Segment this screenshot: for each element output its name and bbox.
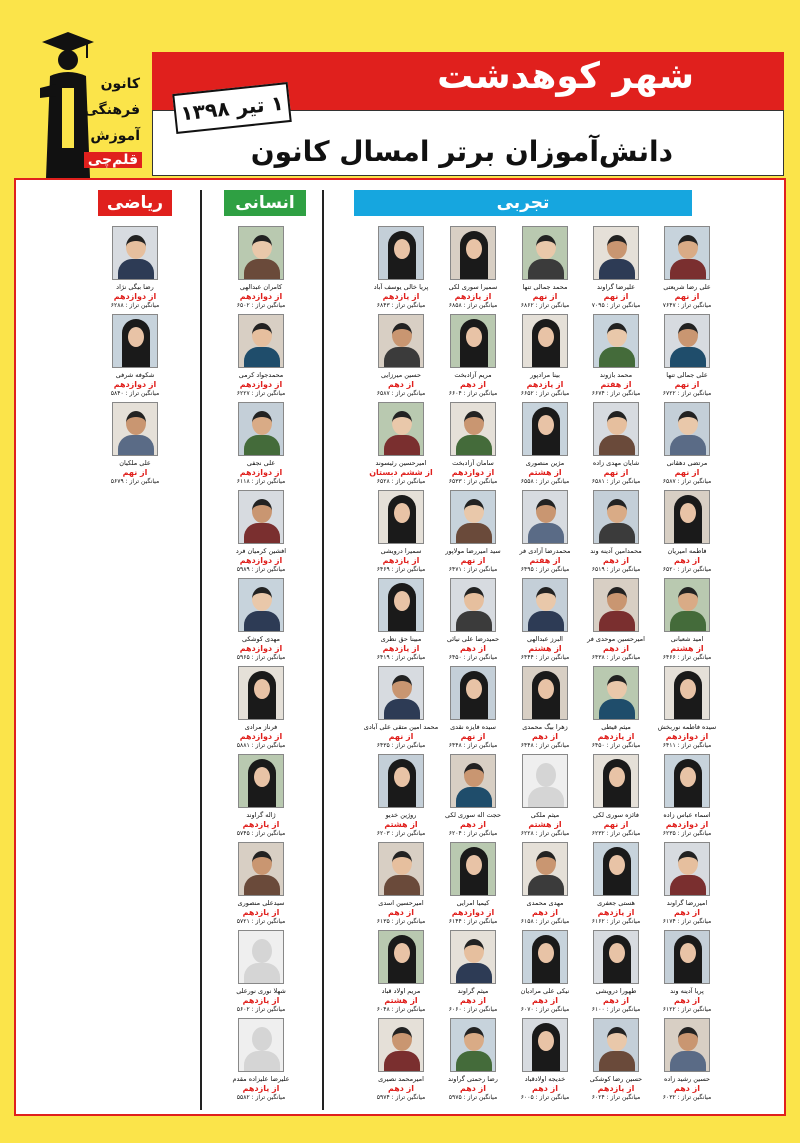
student-score: میانگین تراز : ۶۴۵۰ <box>448 654 498 661</box>
student-card <box>356 226 446 312</box>
logo-word-2: فرهنگی <box>84 102 140 118</box>
student-grade: از نهم <box>122 468 148 477</box>
student-grade: از دهم <box>673 908 701 917</box>
student-grade: از هفتم <box>529 556 561 565</box>
student-score: میانگین تراز : ۵۵۸۲ <box>236 1094 286 1101</box>
student-name: مرتضی دهقانی <box>666 459 708 467</box>
avatar-placeholder-icon <box>238 1018 284 1072</box>
student-name: پریا خالی یوسف آباد <box>373 283 429 291</box>
student-card <box>216 666 306 752</box>
student-name: سیده فایزه نقدی <box>450 723 496 731</box>
student-name: حسین میرزایی <box>381 371 421 379</box>
student-grade: از دوازدهم <box>239 556 283 565</box>
student-name: میثم گراوند <box>457 987 489 995</box>
student-grade: از یازدهم <box>454 292 492 301</box>
student-score: میانگین تراز : ۶۱۲۲ <box>662 1006 712 1013</box>
student-score: میانگین تراز : ۶۴۳۵ <box>376 742 426 749</box>
student-score: میانگین تراز : ۶۸۶۲ <box>520 302 570 309</box>
student-photo <box>238 754 284 808</box>
student-name: هستی جعفری <box>597 899 635 907</box>
section-divider-2 <box>322 190 324 1110</box>
student-name: مبینا حق نظری <box>380 635 422 643</box>
student-grade: از هشتم <box>528 820 562 829</box>
student-score: میانگین تراز : ۶۵۲۸ <box>376 478 426 485</box>
student-name: مژین منصوری <box>525 459 565 467</box>
student-photo <box>378 842 424 896</box>
student-score: میانگین تراز : ۶۲۲۸ <box>520 830 570 837</box>
student-card <box>356 490 446 576</box>
student-grade: از دهم <box>673 556 701 565</box>
student-photo <box>593 842 639 896</box>
student-score: میانگین تراز : ۶۸۵۸ <box>448 302 498 309</box>
student-name: افشین کرمیان فرد <box>235 547 287 555</box>
student-grade: از دوازدهم <box>239 468 283 477</box>
student-name: حمیدرضا علی نیائی <box>446 635 500 643</box>
student-grade: از دوازدهم <box>239 292 283 301</box>
student-card <box>356 666 446 752</box>
student-score: میانگین تراز : ۵۹۷۴ <box>376 1094 426 1101</box>
student-card <box>216 314 306 400</box>
student-score: میانگین تراز : ۶۴۹۵ <box>520 566 570 573</box>
student-grade: از دوازدهم <box>239 644 283 653</box>
student-card <box>356 842 446 928</box>
student-photo <box>378 666 424 720</box>
student-grade: از یازدهم <box>597 908 635 917</box>
student-grade: از نهم <box>674 468 700 477</box>
student-card <box>216 226 306 312</box>
student-grade: از دهم <box>387 908 415 917</box>
section-tag-tajrobi: تجربی <box>354 190 692 216</box>
student-score: میانگین تراز : ۶۱۶۲ <box>591 918 641 925</box>
student-score: میانگین تراز : ۶۱۰۰ <box>591 1006 641 1013</box>
section-tag-ensani: انسانی <box>224 190 306 216</box>
student-photo <box>450 930 496 984</box>
student-photo <box>378 930 424 984</box>
student-name: سیده فاطمه نوربخش <box>657 723 717 731</box>
student-grade: از یازدهم <box>242 820 280 829</box>
student-photo <box>450 490 496 544</box>
student-name: سمیرا درویشی <box>380 547 422 555</box>
student-photo <box>593 490 639 544</box>
student-name: مریم اولاد قباد <box>381 987 421 995</box>
student-grade: از یازدهم <box>242 996 280 1005</box>
student-photo <box>593 578 639 632</box>
student-name: فائزه سوری لکی <box>592 811 640 819</box>
student-name: طهورا درویشی <box>595 987 637 995</box>
student-grade: از دوازدهم <box>113 380 157 389</box>
student-score: میانگین تراز : ۵۹۷۵ <box>448 1094 498 1101</box>
student-photo <box>664 402 710 456</box>
student-grade: از هشتم <box>670 644 704 653</box>
section-tag-riazi: ریاضی <box>98 190 172 216</box>
student-grade: از نهم <box>388 732 414 741</box>
student-score: میانگین تراز : ۵۸۸۱ <box>236 742 286 749</box>
student-grade: از هفتم <box>600 380 632 389</box>
student-name: شکوفه شرفی <box>115 371 155 379</box>
student-score: میانگین تراز : ۶۱۳۵ <box>376 918 426 925</box>
student-photo <box>522 490 568 544</box>
student-name: علیرضا گراوند <box>597 283 635 291</box>
student-name: کیمیا امرایی <box>456 899 490 907</box>
student-photo <box>522 666 568 720</box>
student-grade: از دوازدهم <box>665 820 709 829</box>
student-score: میانگین تراز : ۶۶۵۲ <box>520 390 570 397</box>
student-grade: از دهم <box>459 1084 487 1093</box>
student-score: میانگین تراز : ۵۶۷۹ <box>110 478 160 485</box>
student-score: میانگین تراز : ۶۵۸۷ <box>662 478 712 485</box>
student-grade: از دهم <box>387 380 415 389</box>
student-score: میانگین تراز : ۶۵۸۷ <box>376 390 426 397</box>
student-score: میانگین تراز : ۶۴۴۸ <box>520 742 570 749</box>
student-photo <box>664 666 710 720</box>
student-photo <box>522 226 568 280</box>
student-card <box>356 402 446 488</box>
student-grade: از نهم <box>603 820 629 829</box>
student-grade: از دوازدهم <box>239 380 283 389</box>
student-photo <box>664 930 710 984</box>
student-photo <box>593 666 639 720</box>
student-photo <box>450 842 496 896</box>
student-score: میانگین تراز : ۶۴۴۴ <box>520 654 570 661</box>
student-grade: از دهم <box>531 1084 559 1093</box>
student-photo <box>664 1018 710 1072</box>
student-grade: از دهم <box>673 996 701 1005</box>
student-score: میانگین تراز : ۶۰۷۰ <box>520 1006 570 1013</box>
student-grade: از دهم <box>459 380 487 389</box>
student-photo <box>450 402 496 456</box>
student-score: میانگین تراز : ۶۲۳۵ <box>662 830 712 837</box>
section-divider-1 <box>200 190 202 1110</box>
student-photo <box>450 1018 496 1072</box>
student-card <box>356 578 446 664</box>
student-photo <box>664 490 710 544</box>
student-photo <box>522 1018 568 1072</box>
student-grade: از یازدهم <box>382 556 420 565</box>
city-title: شهر کوهدشت <box>437 56 694 97</box>
student-score: میانگین تراز : ۶۴۶۶ <box>662 654 712 661</box>
student-grade: از یازدهم <box>597 1084 635 1093</box>
student-score: میانگین تراز : ۶۰۶۰ <box>448 1006 498 1013</box>
student-name: فرناز مرادی <box>244 723 278 731</box>
student-photo <box>112 402 158 456</box>
student-score: میانگین تراز : ۶۰۳۲ <box>662 1094 712 1101</box>
student-name: فاطمه امیریان <box>667 547 707 555</box>
student-score: میانگین تراز : ۶۱۱۸ <box>236 478 286 485</box>
student-photo <box>664 754 710 808</box>
student-photo <box>593 226 639 280</box>
student-card <box>216 842 306 928</box>
student-name: میثم قیطی <box>601 723 631 731</box>
student-grade: از نهم <box>460 556 486 565</box>
student-name: حجت اله سوری لکی <box>444 811 502 819</box>
student-grade: از یازدهم <box>382 644 420 653</box>
student-name: امیرحسین رئیسوند <box>375 459 427 467</box>
student-name: امیرمحمد نصیری <box>378 1075 424 1083</box>
student-photo <box>593 402 639 456</box>
student-score: میانگین تراز : ۶۵۳۳ <box>448 478 498 485</box>
student-name: حسین رشید زاده <box>663 1075 711 1083</box>
student-photo <box>522 842 568 896</box>
student-score: میانگین تراز : ۵۶۰۲ <box>236 1006 286 1013</box>
kanoon-logo <box>34 28 146 178</box>
student-score: میانگین تراز : ۶۲۸۸ <box>110 302 160 309</box>
student-name: محمد امین متقی علی آبادی <box>363 723 439 731</box>
avatar-placeholder-icon <box>522 754 568 808</box>
student-photo <box>593 1018 639 1072</box>
student-photo <box>238 842 284 896</box>
student-score: میانگین تراز : ۵۹۸۹ <box>236 566 286 573</box>
student-score: میانگین تراز : ۶۴۷۱ <box>448 566 498 573</box>
student-name: شهلا نوری نورعلی <box>236 987 286 995</box>
student-score: میانگین تراز : ۶۱۵۸ <box>520 918 570 925</box>
student-score: میانگین تراز : ۶۴۴۸ <box>448 742 498 749</box>
student-photo <box>522 402 568 456</box>
student-score: میانگین تراز : ۵۷۲۱ <box>236 918 286 925</box>
student-photo <box>238 402 284 456</box>
student-grade: از یازدهم <box>526 380 564 389</box>
student-name: شایان مهدی زاده <box>592 459 640 467</box>
student-photo <box>522 314 568 368</box>
student-photo <box>238 578 284 632</box>
student-card <box>356 1018 446 1104</box>
student-score: میانگین تراز : ۵۹۶۵ <box>236 654 286 661</box>
student-grade: از دهم <box>459 644 487 653</box>
student-score: میانگین تراز : ۶۵۲۰ <box>662 566 712 573</box>
student-card <box>216 402 306 488</box>
logo-word-3: آموزش <box>90 128 140 144</box>
student-name: حسین رضا کوشکی <box>589 1075 643 1083</box>
student-name: محمد جمالی تنها <box>522 283 568 291</box>
student-card <box>90 402 180 488</box>
student-grade: از هشتم <box>528 468 562 477</box>
student-grade: از دهم <box>602 556 630 565</box>
student-name: علیرضا علیزاده مقدم <box>232 1075 290 1083</box>
student-grade: از دهم <box>459 996 487 1005</box>
student-grade: از نهم <box>674 380 700 389</box>
student-name: کامران عبدالهی <box>239 283 283 291</box>
student-score: میانگین تراز : ۵۸۴۰ <box>110 390 160 397</box>
student-name: نیکی علی مرادیان <box>520 987 570 995</box>
student-score: میانگین تراز : ۶۱۷۴ <box>662 918 712 925</box>
student-name: علی نجفی <box>246 459 276 467</box>
student-name: زهرا بیگ محمدی <box>522 723 568 731</box>
student-photo <box>378 1018 424 1072</box>
student-card <box>356 754 446 840</box>
student-name: خدیجه اولادقباد <box>524 1075 566 1083</box>
student-grade: از دوازدهم <box>451 468 495 477</box>
student-grade: از یازدهم <box>242 908 280 917</box>
student-name: سیدعلی منصوری <box>237 899 285 907</box>
student-score: میانگین تراز : ۷۰۹۵ <box>591 302 641 309</box>
student-name: علی رضا شریعتی <box>663 283 711 291</box>
student-score: میانگین تراز : ۶۴۵۰ <box>591 742 641 749</box>
student-name: امیرحسین اسدی <box>378 899 424 907</box>
student-photo <box>450 578 496 632</box>
student-score: میانگین تراز : ۶۵۸۱ <box>591 478 641 485</box>
student-photo <box>522 578 568 632</box>
student-score: میانگین تراز : ۶۲۰۳ <box>376 830 426 837</box>
logo-ghalamchi: قلم‌چی <box>84 152 142 168</box>
student-name: اسماء عباس زاده <box>663 811 711 819</box>
student-name: البرز عبدالهی <box>527 635 563 643</box>
student-grade: از دهم <box>673 1084 701 1093</box>
student-score: میانگین تراز : ۶۶۷۴ <box>591 390 641 397</box>
student-card <box>356 314 446 400</box>
student-photo <box>378 314 424 368</box>
student-name: مهدی محمدی <box>526 899 564 907</box>
student-score: میانگین تراز : ۶۰۰۵ <box>520 1094 570 1101</box>
student-name: علی جمالی تنها <box>666 371 708 379</box>
student-photo <box>378 754 424 808</box>
student-name: مریم آزادبخت <box>454 371 492 379</box>
student-name: محمدجواد کرمی <box>238 371 284 379</box>
student-grade: از دوازدهم <box>665 732 709 741</box>
student-score: میانگین تراز : ۶۲۰۴ <box>448 830 498 837</box>
student-photo <box>378 490 424 544</box>
student-score: میانگین تراز : ۶۲۲۷ <box>236 390 286 397</box>
student-score: میانگین تراز : ۶۸۴۳ <box>376 302 426 309</box>
student-score: میانگین تراز : ۶۱۴۴ <box>448 918 498 925</box>
student-grade: از نهم <box>674 292 700 301</box>
student-photo <box>522 930 568 984</box>
student-photo <box>112 314 158 368</box>
student-score: میانگین تراز : ۶۴۶۹ <box>376 566 426 573</box>
student-score: میانگین تراز : ۶۵۱۹ <box>591 566 641 573</box>
student-score: میانگین تراز : ۷۶۴۷ <box>662 302 712 309</box>
student-name: مهدی کوشکی <box>242 635 280 643</box>
student-score: میانگین تراز : ۶۴۱۹ <box>376 654 426 661</box>
student-score: میانگین تراز : ۶۲۳۲ <box>591 830 641 837</box>
student-name: محمدامین آدینه وند <box>590 547 642 555</box>
student-name: میثم ملکی <box>530 811 560 819</box>
student-grade: از نهم <box>603 292 629 301</box>
student-name: امید شعبانی <box>670 635 704 643</box>
student-card <box>90 314 180 400</box>
student-card <box>216 490 306 576</box>
student-photo <box>238 314 284 368</box>
student-score: میانگین تراز : ۶۰۴۸ <box>376 1006 426 1013</box>
student-grade: از دهم <box>531 908 559 917</box>
student-photo <box>664 314 710 368</box>
student-photo <box>664 226 710 280</box>
student-photo <box>378 402 424 456</box>
student-grade: از یازدهم <box>597 732 635 741</box>
student-grade: از ششم دبستان <box>369 468 433 477</box>
student-grade: از نهم <box>532 292 558 301</box>
student-name: سامان آزادبخت <box>452 459 494 467</box>
student-grade: از هشتم <box>384 820 418 829</box>
student-photo <box>112 226 158 280</box>
student-name: ژاله گراوند <box>246 811 276 819</box>
student-grade: از دهم <box>387 1084 415 1093</box>
student-score: میانگین تراز : ۶۶۰۴ <box>448 390 498 397</box>
student-photo <box>450 754 496 808</box>
student-photo <box>664 578 710 632</box>
student-photo <box>450 314 496 368</box>
student-grade: از نهم <box>460 732 486 741</box>
student-score: میانگین تراز : ۶۰۲۴ <box>591 1094 641 1101</box>
student-photo <box>664 842 710 896</box>
student-grade: از یازدهم <box>242 1084 280 1093</box>
student-grade: از یازدهم <box>382 292 420 301</box>
student-score: میانگین تراز : ۶۴۱۱ <box>662 742 712 749</box>
main-title: دانش‌آموزان برتر امسال کانون <box>250 135 673 168</box>
student-score: میانگین تراز : ۵۷۴۵ <box>236 830 286 837</box>
student-name: محمد بازوند <box>599 371 633 379</box>
student-card <box>216 930 306 1016</box>
student-score: میانگین تراز : ۶۷۲۲ <box>662 390 712 397</box>
student-card <box>216 754 306 840</box>
student-card <box>216 1018 306 1104</box>
date-stamp: ۱ تیر ۱۳۹۸ <box>172 82 292 134</box>
student-grade: از هشتم <box>528 644 562 653</box>
student-grade: از نهم <box>603 468 629 477</box>
student-grade: از دهم <box>602 996 630 1005</box>
student-card <box>356 930 446 1016</box>
logo-word-1: کانون <box>100 76 140 92</box>
student-name: رضا رحمتی گراوند <box>448 1075 498 1083</box>
student-name: امیررضا گراوند <box>666 899 708 907</box>
student-photo <box>593 314 639 368</box>
student-photo <box>593 754 639 808</box>
student-score: میانگین تراز : ۶۵۵۸ <box>520 478 570 485</box>
student-photo <box>238 490 284 544</box>
student-photo <box>450 666 496 720</box>
student-photo <box>238 226 284 280</box>
student-score: میانگین تراز : ۶۵۰۲ <box>236 302 286 309</box>
student-name: سید امیررضا مولاپور <box>445 547 501 555</box>
student-grade: از هشتم <box>384 996 418 1005</box>
student-photo <box>450 226 496 280</box>
student-grade: از دوازدهم <box>451 908 495 917</box>
student-card <box>90 226 180 312</box>
student-name: بینا مرادپور <box>530 371 560 379</box>
student-name: محمدرضا آزادی فر <box>519 547 571 555</box>
student-grade: از دهم <box>602 644 630 653</box>
students-panel <box>14 178 786 1116</box>
student-name: روژین خدیو <box>385 811 417 819</box>
student-name: علی ملکیان <box>119 459 151 467</box>
student-grade: از دهم <box>531 996 559 1005</box>
student-name: پریا آدینه وند <box>670 987 704 995</box>
student-score: میانگین تراز : ۶۴۳۸ <box>591 654 641 661</box>
student-photo <box>238 666 284 720</box>
student-name: امیرحسین موحدی فر <box>587 635 645 643</box>
student-grade: از دوازدهم <box>113 292 157 301</box>
student-name: سمیرا سوری لکی <box>448 283 498 291</box>
student-grade: از دهم <box>531 732 559 741</box>
avatar-placeholder-icon <box>238 930 284 984</box>
student-photo <box>378 578 424 632</box>
student-photo <box>593 930 639 984</box>
student-grade: از دهم <box>459 820 487 829</box>
student-card <box>216 578 306 664</box>
student-name: رضا بیگی نژاد <box>116 283 154 291</box>
student-photo <box>378 226 424 280</box>
student-grade: از دوازدهم <box>239 732 283 741</box>
